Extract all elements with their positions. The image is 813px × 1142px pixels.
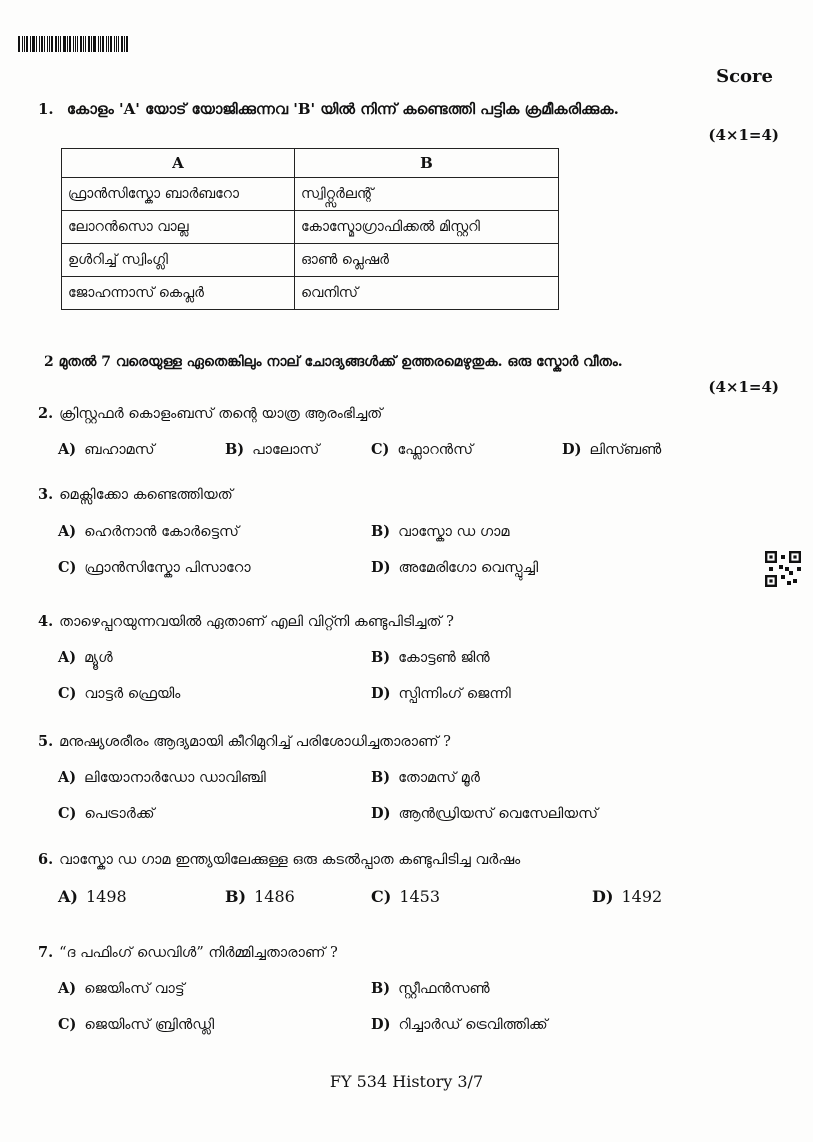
barcode-bar	[49, 36, 50, 52]
option-b	[225, 887, 295, 906]
barcode-bar	[91, 36, 92, 52]
page-footer: FY 534 History 3/7	[329, 1072, 484, 1091]
question-4	[38, 613, 454, 630]
question-text: കോളം 'A' യോട് യോജിക്കുന്നവ 'B' യിൽ നിന്ന് കണ്ടെത്തി പട്ടിക ക്രമീകരിക്കുക.	[66, 100, 619, 118]
option-label: A)	[58, 769, 77, 786]
barcode-bar	[73, 36, 74, 52]
table-row	[62, 277, 559, 310]
barcode-bar	[102, 36, 104, 52]
option-label: B)	[371, 649, 391, 666]
option-text: 1492	[621, 887, 663, 906]
barcode-bar	[22, 36, 23, 52]
barcode-bar	[47, 36, 48, 52]
barcode-bar	[106, 36, 107, 52]
question-3	[38, 486, 233, 503]
question-5	[38, 733, 451, 750]
table-cell: ഫ്രാൻസിസ്കോ ബാർബറോ	[62, 178, 295, 211]
barcode-bar	[39, 36, 40, 52]
table-cell: വെനിസ്	[295, 277, 559, 310]
option-text: അമേരിഗോ വെസ്പുച്ചി	[398, 560, 539, 576]
question-7	[38, 944, 338, 961]
option-d	[371, 1016, 548, 1033]
barcode-bar	[80, 36, 82, 52]
table-cell: ജോഹന്നാസ് കെപ്ലർ	[62, 277, 295, 310]
option-label: D)	[592, 887, 614, 906]
barcode-bar	[75, 36, 76, 52]
barcode-bar	[85, 36, 86, 52]
question-number: 5.	[38, 733, 54, 750]
barcode-bar	[114, 36, 115, 52]
marks-instructions: (4×1=4)	[708, 378, 779, 396]
question-number: 7.	[38, 944, 54, 961]
qr-code-icon	[765, 551, 801, 587]
option-label: B)	[371, 980, 391, 997]
question-1	[38, 100, 619, 118]
barcode-bar	[41, 36, 43, 52]
barcode-bar	[63, 36, 66, 52]
question-text: വാസ്കോ ഡ ഗാമ ഇന്ത്യയിലേക്കുള്ള ഒരു കടൽപ്പാത കണ്ടുപിടിച്ച വർഷം	[59, 852, 521, 868]
option-c	[371, 441, 473, 458]
option-label: D)	[562, 441, 582, 458]
barcode-bar	[55, 36, 57, 52]
barcode-bar	[24, 36, 25, 52]
barcode-bar	[36, 36, 37, 52]
question-text: താഴെപ്പറയുന്നവയിൽ ഏതാണ് എലി വിറ്റ്നി കണ്ടുപിടിച്ചത് ?	[59, 614, 454, 630]
question-number: 2.	[38, 405, 54, 422]
option-b	[371, 769, 480, 786]
option-text: ഫ്രാൻസിസ്കോ പിസാറോ	[84, 560, 251, 576]
barcode-bar	[98, 36, 99, 52]
option-label: A)	[58, 441, 77, 458]
question-6	[38, 851, 520, 868]
option-c	[58, 1016, 214, 1033]
option-text: ജെയിംസ് വാട്ട്	[84, 981, 185, 997]
option-text: മ്യൂൾ	[84, 650, 113, 666]
table-cell: ഓൺ പ്ലെഷർ	[295, 244, 559, 277]
barcode-bar	[58, 36, 59, 52]
question-number: 6.	[38, 851, 54, 868]
question-number: 4.	[38, 613, 54, 630]
option-label: D)	[371, 805, 391, 822]
question-text: “ദ പഫിംഗ് ഡെവിൾ” നിർമ്മിച്ചതാരാണ് ?	[59, 945, 338, 961]
option-c	[58, 805, 154, 822]
option-label: A)	[58, 887, 78, 906]
table-row	[62, 178, 559, 211]
option-label: B)	[225, 441, 245, 458]
score-label: Score	[716, 66, 773, 87]
option-text: സ്റ്റീഫൻസൺ	[398, 981, 490, 997]
option-b	[225, 441, 319, 458]
barcode-bar	[51, 36, 53, 52]
option-label: A)	[58, 649, 77, 666]
option-text: 1453	[399, 887, 441, 906]
option-d	[371, 685, 511, 702]
option-text: ബഹാമസ്	[84, 442, 155, 458]
table-row	[62, 244, 559, 277]
barcode-bar	[44, 36, 45, 52]
barcode-bar	[30, 36, 31, 52]
option-label: A)	[58, 980, 77, 997]
option-label: D)	[371, 685, 391, 702]
option-label: A)	[58, 523, 77, 540]
option-text: 1486	[254, 887, 295, 906]
barcode-bar	[69, 36, 71, 52]
option-c	[371, 887, 440, 906]
option-d	[371, 559, 538, 576]
table-cell: കോസ്മോഗ്രാഫിക്കൽ മിസ്റ്ററി	[295, 211, 559, 244]
barcode-bar	[126, 36, 128, 52]
table-cell: ഉൾറിച്ച് സ്വിംഗ്ലി	[62, 244, 295, 277]
table-cell: സ്വിറ്റ്സർലന്റ്	[295, 178, 559, 211]
option-label: D)	[371, 559, 391, 576]
barcode-bar	[118, 36, 119, 52]
question-text: മെക്സിക്കോ കണ്ടെത്തിയത്	[59, 487, 233, 503]
option-label: B)	[371, 769, 391, 786]
option-a	[58, 887, 127, 906]
barcode-bar	[93, 36, 96, 52]
option-text: പെട്രാർക്ക്	[84, 806, 155, 822]
option-label: B)	[371, 523, 391, 540]
column-header-b: B	[295, 149, 559, 178]
instructions: 2 മുതൽ 7 വരെയുള്ള ഏതെങ്കിലും നാല് ചോദ്യങ്ങൾക്ക് ഉത്തരമെഴുതുക. ഒരു സ്കോർ വീതം.	[44, 354, 623, 370]
column-header-a: A	[62, 149, 295, 178]
option-a	[58, 980, 185, 997]
barcode-bar	[77, 36, 78, 52]
barcode-bar	[116, 36, 117, 52]
barcode-bar	[121, 36, 123, 52]
option-a	[58, 523, 239, 540]
option-a	[58, 769, 266, 786]
option-text: ആൻഡ്രിയസ് വെസേലിയസ്	[398, 806, 598, 822]
barcode-bar	[60, 36, 61, 52]
option-label: C)	[58, 685, 77, 702]
barcode-bar	[110, 36, 112, 52]
option-text: ജെയിംസ് ബ്രിൻഡ്ലി	[84, 1017, 215, 1033]
option-text: ലിസ്ബൺ	[589, 442, 662, 458]
marks-q1: (4×1=4)	[708, 126, 779, 144]
barcode-bar	[18, 36, 20, 52]
option-b	[371, 649, 490, 666]
option-label: C)	[371, 441, 390, 458]
option-text: സ്പിന്നിംഗ് ജെന്നി	[398, 686, 511, 702]
option-a	[58, 441, 155, 458]
option-text: തോമസ് മൂർ	[398, 770, 480, 786]
barcode-bar	[83, 36, 84, 52]
question-text: മനുഷ്യശരീരം ആദ്യമായി കീറിമുറിച്ച് പരിശോധിച്ചതാരാണ് ?	[59, 734, 451, 750]
option-label: C)	[58, 559, 77, 576]
option-d	[592, 887, 662, 906]
question-number: 3.	[38, 486, 54, 503]
barcode-bar	[124, 36, 125, 52]
option-label: D)	[371, 1016, 391, 1033]
question-text: ക്രിസ്റ്റഫർ കൊളംബസ് തന്റെ യാത്ര ആരംഭിച്ചത്	[59, 406, 383, 422]
barcode-bar	[32, 36, 35, 52]
option-b	[371, 980, 490, 997]
option-label: C)	[58, 1016, 77, 1033]
option-text: 1498	[85, 887, 127, 906]
barcode-bar	[26, 36, 28, 52]
barcode-bar	[88, 36, 90, 52]
barcode-bar	[100, 36, 101, 52]
option-c	[58, 685, 180, 702]
table-row	[62, 211, 559, 244]
option-b	[371, 523, 509, 540]
option-c	[58, 559, 251, 576]
barcode-bar	[67, 36, 68, 52]
option-text: ഹെർനാൻ കോർട്ടെസ്	[84, 524, 239, 540]
question-number: 1.	[38, 100, 54, 118]
option-a	[58, 649, 113, 666]
option-d	[371, 805, 598, 822]
barcode-bar	[108, 36, 109, 52]
table-cell: ലോറൻസൊ വാല്ല	[62, 211, 295, 244]
option-text: പാലോസ്	[252, 442, 320, 458]
option-text: കോട്ടൺ ജിൻ	[398, 650, 490, 666]
option-text: വാസ്കോ ഡ ഗാമ	[398, 524, 510, 540]
option-label: C)	[58, 805, 77, 822]
option-label: B)	[225, 887, 247, 906]
option-label: C)	[371, 887, 392, 906]
option-text: ഫ്ലോറൻസ്	[397, 442, 473, 458]
question-2	[38, 405, 382, 422]
barcode	[18, 36, 138, 52]
option-text: റിച്ചാർഡ് ട്രെവിത്തിക്ക്	[398, 1017, 548, 1033]
option-text: വാട്ടർ ഫ്രെയിം	[84, 686, 181, 702]
option-text: ലിയോനാർഡോ ഡാവിഞ്ചി	[84, 770, 266, 786]
match-table	[61, 148, 559, 310]
option-d	[562, 441, 661, 458]
